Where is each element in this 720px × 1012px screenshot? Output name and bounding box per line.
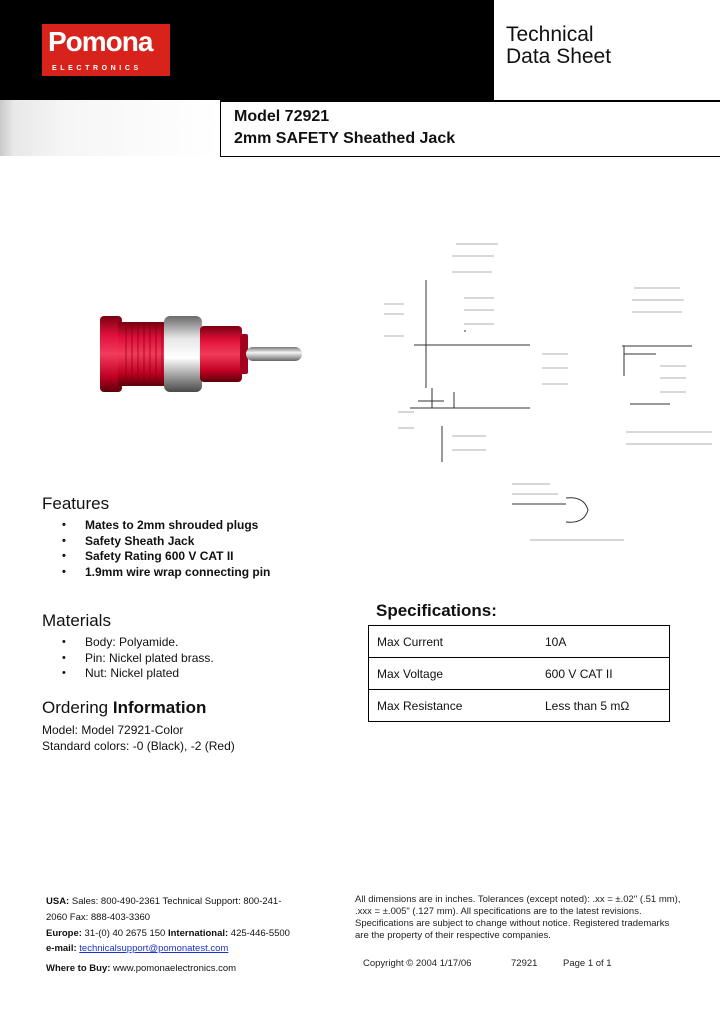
- list-item: • Mates to 2mm shrouded plugs: [60, 518, 270, 534]
- usa-contact-cont: 2060 Fax: 888-403-3360: [46, 911, 151, 923]
- contact-info: [46, 894, 316, 977]
- ordering-colors: Standard colors: -0 (Black), -2 (Red): [42, 739, 235, 753]
- copyright: Copyright © 2004 1/17/06: [363, 958, 472, 969]
- ordering-info: [42, 722, 235, 754]
- europe-phone: 31-(0) 40 2675 150: [81, 927, 168, 939]
- materials-list: [60, 635, 214, 682]
- logo-tagline: ELECTRONICS: [52, 65, 142, 72]
- list-item: • Body: Polyamide.: [60, 635, 214, 651]
- ordering-heading-part1: Ordering: [42, 698, 113, 717]
- header-title-panel: [492, 0, 720, 100]
- dimension-drawings: [370, 236, 720, 546]
- website-link[interactable]: www.pomonaelectronics.com: [110, 963, 237, 975]
- table-row: [369, 690, 670, 722]
- vertical-divider: [220, 100, 221, 156]
- list-item: • Safety Sheath Jack: [60, 534, 270, 550]
- spec-label: Max Current: [369, 626, 540, 658]
- table-row: [369, 658, 670, 690]
- disclaimer-line: Specifications are subject to change without notice. Registered trademarks: [355, 918, 670, 929]
- ordering-heading: [42, 698, 206, 718]
- header-black-band: [220, 0, 492, 100]
- spec-label: Max Voltage: [369, 658, 540, 690]
- specifications-heading: Specifications:: [376, 601, 497, 620]
- email-label: e-mail:: [46, 943, 77, 955]
- materials-heading: Materials: [42, 611, 111, 630]
- ordering-model: Model: Model 72921-Color: [42, 723, 184, 737]
- usa-label: USA:: [46, 896, 70, 907]
- model-number: Model 72921: [234, 108, 330, 125]
- spec-value: 600 V CAT II: [539, 658, 670, 690]
- where-to-buy: [46, 961, 316, 977]
- features-list: [60, 518, 270, 580]
- usa-phones: Sales: 800-490-2361 Technical Support: 800-241-: [69, 896, 282, 907]
- copyright-line: [363, 958, 612, 970]
- spec-value: Less than 5 mΩ: [539, 690, 670, 722]
- list-item: • Safety Rating 600 V CAT II: [60, 549, 270, 565]
- model-description: 2mm SAFETY Sheathed Jack: [234, 130, 456, 147]
- logo-wordmark: Pomona: [48, 26, 153, 57]
- disclaimer-line: All dimensions are in inches. Tolerances (except noted): .xx = ±.02" (.51 mm),: [355, 894, 681, 905]
- document-type-title: [506, 24, 611, 68]
- left-shaded-band: [0, 100, 220, 156]
- table-row: [369, 626, 670, 658]
- disclaimer-line: .xxx = ±.005" (.127 mm). All specifications are to the latest revisions.: [355, 906, 642, 917]
- where-label: Where to Buy:: [46, 963, 111, 975]
- title-line-2: Data Sheet: [506, 45, 612, 68]
- features-heading: Features: [42, 494, 110, 513]
- page-number: Page 1 of 1: [563, 958, 612, 969]
- email-contact: [46, 941, 316, 957]
- disclaimer-line: are the property of their respective companies.: [355, 930, 551, 941]
- specifications-table: [368, 625, 670, 722]
- spec-label: Max Resistance: [369, 690, 540, 722]
- part-number: 72921: [511, 958, 538, 969]
- model-heading: [234, 106, 455, 150]
- usa-contact: [46, 894, 316, 910]
- title-line-1: Technical: [506, 23, 594, 46]
- europe-contact: [46, 926, 316, 942]
- europe-label: Europe:: [46, 927, 82, 939]
- email-link[interactable]: technicalsupport@pomonatest.com: [79, 943, 229, 955]
- intl-label: International:: [167, 927, 229, 939]
- intl-phone: 425-446-5500: [228, 927, 290, 939]
- disclaimer-text: [355, 894, 695, 942]
- list-item: • Pin: Nickel plated brass.: [60, 651, 214, 667]
- spec-value: 10A: [539, 626, 670, 658]
- list-item: • Nut: Nickel plated: [60, 666, 214, 682]
- product-photo: [92, 290, 322, 410]
- disclaimer-block: [355, 894, 695, 969]
- ordering-heading-part2: Information: [112, 698, 207, 717]
- list-item: • 1.9mm wire wrap connecting pin: [60, 565, 270, 581]
- model-divider: [220, 156, 720, 157]
